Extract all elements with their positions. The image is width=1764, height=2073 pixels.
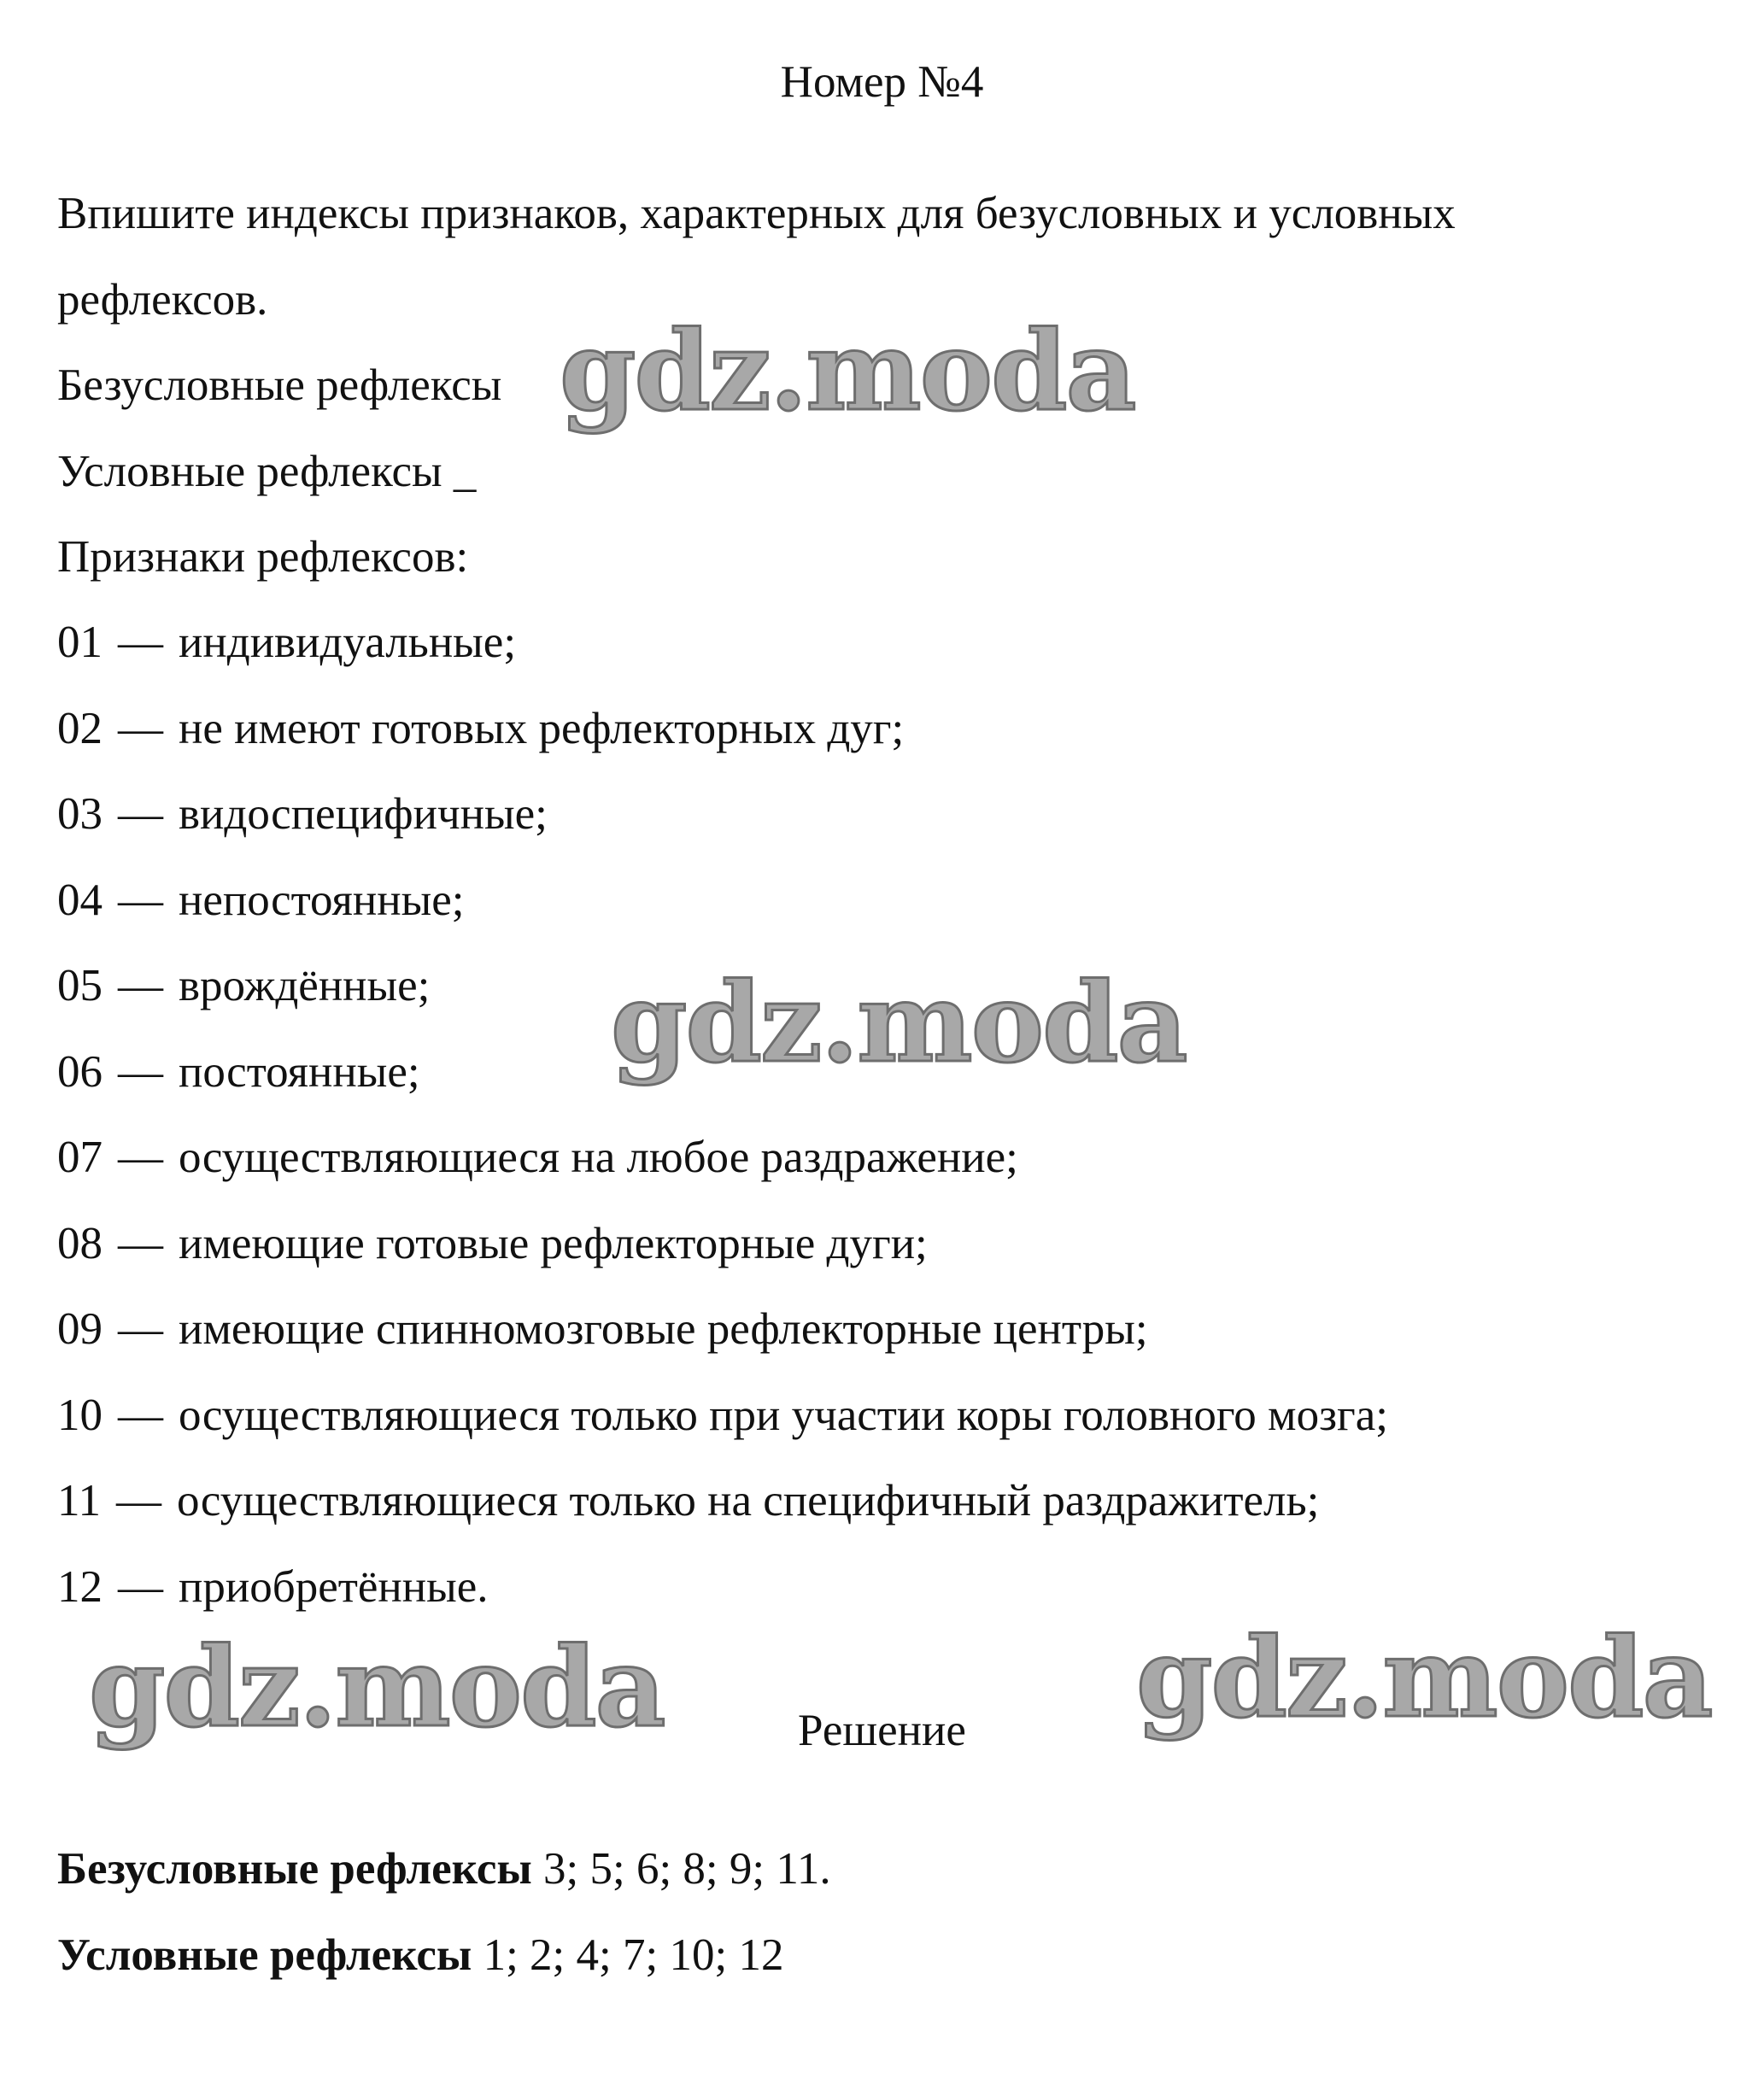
task-line-2: рефлексов.: [57, 275, 268, 325]
list-item: 02 — не имеют готовых рефлекторных дуг;: [57, 704, 905, 753]
list-item: 11 — осуществляющиеся только на специфичный раздражитель;: [57, 1476, 1320, 1525]
watermark: gdz.moda: [1136, 1614, 1712, 1742]
page-title: Номер №4: [780, 57, 984, 107]
list-item: 08 — имеющие готовые рефлекторные дуги;: [57, 1219, 928, 1268]
watermark: gdz.moda: [611, 959, 1187, 1087]
solution-conditioned-answer: 1; 2; 4; 7; 10; 12: [483, 1930, 784, 1980]
list-item: 07 — осуществляющиеся на любое раздражение;: [57, 1133, 1018, 1182]
solution-unconditioned: [57, 1843, 831, 1894]
solution-heading: Решение: [798, 1706, 966, 1755]
solution-unconditioned-answer: 3; 5; 6; 8; 9; 11.: [543, 1844, 831, 1894]
list-item: 12 — приобретённые.: [57, 1562, 489, 1612]
list-item: 04 — непостоянные;: [57, 875, 465, 925]
unconditioned-prompt: Безусловные рефлексы: [57, 360, 502, 410]
list-item: 10 — осуществляющиеся только при участии коры головного мозга;: [57, 1391, 1389, 1440]
list-item: 03 — видоспецифичные;: [57, 789, 548, 839]
solution-unconditioned-label: Безусловные рефлексы: [57, 1844, 532, 1894]
solution-conditioned: [57, 1930, 783, 1981]
list-item: 09 — имеющие спинномозговые рефлекторные центры;: [57, 1304, 1148, 1354]
solution-conditioned-label: Условные рефлексы: [57, 1930, 472, 1980]
list-item: 01 — индивидуальные;: [57, 618, 517, 667]
watermark: gdz.moda: [560, 307, 1135, 436]
list-item: 05 — врождённые;: [57, 961, 431, 1010]
signs-heading: Признаки рефлексов:: [57, 532, 469, 582]
task-line-1: Впишите индексы признаков, характерных для безусловных и условных: [57, 189, 1456, 238]
watermark: gdz.moda: [89, 1624, 665, 1752]
list-item: 06 — постоянные;: [57, 1047, 420, 1097]
conditioned-prompt: Условные рефлексы _: [57, 447, 477, 496]
